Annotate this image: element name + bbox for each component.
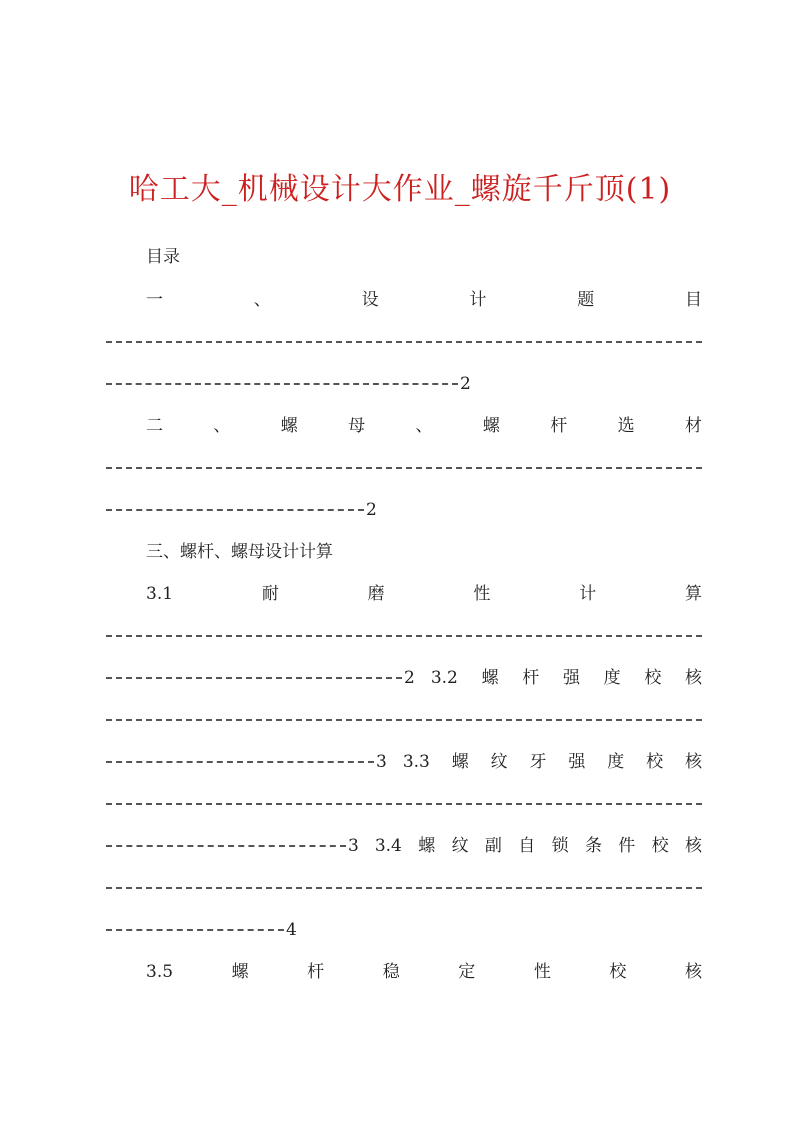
toc-entry-3-5-char: 校 <box>609 962 627 982</box>
toc-entry-3-5-label <box>146 960 702 984</box>
toc-entry-3-2-num: 3.2 <box>430 668 458 688</box>
toc-entry-3-1-page: 2 <box>404 668 415 688</box>
toc-entry-2-char: 材 <box>685 416 702 436</box>
dot-leader <box>106 456 702 471</box>
toc-entry-2-char: 选 <box>617 416 635 436</box>
toc-entry-3-4-num: 3.4 <box>374 836 402 856</box>
toc-entry-3-3-char: 牙 <box>529 752 547 772</box>
toc-entry-1-label <box>146 288 702 312</box>
toc-entry-3-3-num: 3.3 <box>402 752 430 772</box>
toc-entry-2-char: 二 <box>146 416 163 436</box>
toc-entry-3-5-char: 稳 <box>382 962 400 982</box>
toc-entry-2-label <box>146 414 702 438</box>
toc-entry-3-3-char: 度 <box>607 752 625 772</box>
toc-entry-3-4-char: 螺 <box>418 836 436 856</box>
toc-entry-3-1-char: 磨 <box>367 584 385 604</box>
toc-entry-1-char: 设 <box>361 290 379 310</box>
toc-entry-3: 三、螺杆、螺母设计计算 <box>146 542 333 562</box>
toc-entry-3-4-page: 4 <box>286 920 297 940</box>
toc-entry-3-5-char: 性 <box>533 962 551 982</box>
toc-entry-3-1-char: 耐 <box>261 584 279 604</box>
toc-entry-2-char: 螺 <box>280 416 298 436</box>
toc-entry-3-2-char: 螺 <box>481 668 499 688</box>
toc-entry-3-4-char: 锁 <box>551 836 569 856</box>
toc-entry-3-2-char: 强 <box>562 668 580 688</box>
toc-entry-3-2-leader <box>106 750 702 774</box>
toc-entry-1-char: 计 <box>469 290 487 310</box>
toc-entry-3-4-char: 自 <box>518 836 536 856</box>
toc-entry-3-2-label <box>431 666 702 690</box>
toc-entry-3-2-char: 度 <box>603 668 621 688</box>
toc-entry-3-1-char: 算 <box>684 584 702 604</box>
toc-entry-3-2-char: 核 <box>685 668 702 688</box>
toc-entry-3-1-leader <box>106 666 702 690</box>
toc-entry-3-5-num: 3.5 <box>146 962 174 982</box>
toc-entry-3-1-label <box>146 582 702 606</box>
toc-entry-3-4-char: 副 <box>484 836 502 856</box>
toc-entry-3-5-char: 螺 <box>231 962 249 982</box>
toc-entry-3-2-char: 杆 <box>522 668 540 688</box>
toc-entry-2-char: 、 <box>213 416 231 436</box>
document-title: 哈工大_机械设计大作业_螺旋千斤顶(1) <box>128 172 672 207</box>
dot-leader <box>106 792 702 807</box>
toc-entry-3-4-char: 校 <box>651 836 669 856</box>
toc-entry-1-char: 、 <box>253 290 271 310</box>
toc-entry-3-4-label <box>375 834 702 858</box>
toc-entry-1-leader <box>106 372 702 396</box>
toc-entry-3-5-char: 核 <box>684 962 702 982</box>
toc-entry-3-3-leader <box>106 834 702 858</box>
dot-leader <box>106 624 702 639</box>
toc-entry-3-3-char: 螺 <box>451 752 469 772</box>
toc-entry-3-4-char: 纹 <box>451 836 469 856</box>
toc-entry-3-4-leader <box>106 918 702 942</box>
toc-entry-3-3-char: 校 <box>646 752 664 772</box>
toc-heading: 目录 <box>146 247 180 267</box>
toc-entry-3-2-page: 3 <box>376 752 387 772</box>
toc-entry-3-1-char: 性 <box>473 584 491 604</box>
toc-entry-3-3-char: 核 <box>685 752 702 772</box>
toc-entry-3-3-char: 强 <box>568 752 586 772</box>
toc-entry-1-char: 一 <box>146 290 163 310</box>
toc-entry-3-1-char: 计 <box>579 584 597 604</box>
toc-entry-3-4-char: 条 <box>584 836 602 856</box>
toc-entry-1-char: 题 <box>577 290 595 310</box>
dot-leader <box>106 330 702 345</box>
toc-entry-2-char: 杆 <box>550 416 568 436</box>
toc-entry-3-5-char: 定 <box>458 962 476 982</box>
toc-entry-1-char: 目 <box>684 290 702 310</box>
toc-entry-2-char: 母 <box>348 416 366 436</box>
toc-entry-2-char: 、 <box>415 416 433 436</box>
toc-entry-2-leader <box>106 498 702 522</box>
dot-leader <box>106 708 702 723</box>
toc-entry-3-3-label <box>403 750 702 774</box>
dot-leader <box>106 876 702 891</box>
toc-entry-3-3-char: 纹 <box>490 752 508 772</box>
toc-entry-3-2-char: 校 <box>644 668 662 688</box>
toc-entry-3-5-char: 杆 <box>307 962 325 982</box>
toc-entry-3-3-page: 3 <box>348 836 359 856</box>
toc-entry-3-4-char: 核 <box>684 836 702 856</box>
toc-entry-2-page: 2 <box>366 500 377 520</box>
toc-entry-2-char: 螺 <box>482 416 500 436</box>
toc-entry-1-page: 2 <box>460 374 471 394</box>
toc-entry-3-1-num: 3.1 <box>146 584 174 604</box>
toc-entry-3-4-char: 件 <box>618 836 636 856</box>
